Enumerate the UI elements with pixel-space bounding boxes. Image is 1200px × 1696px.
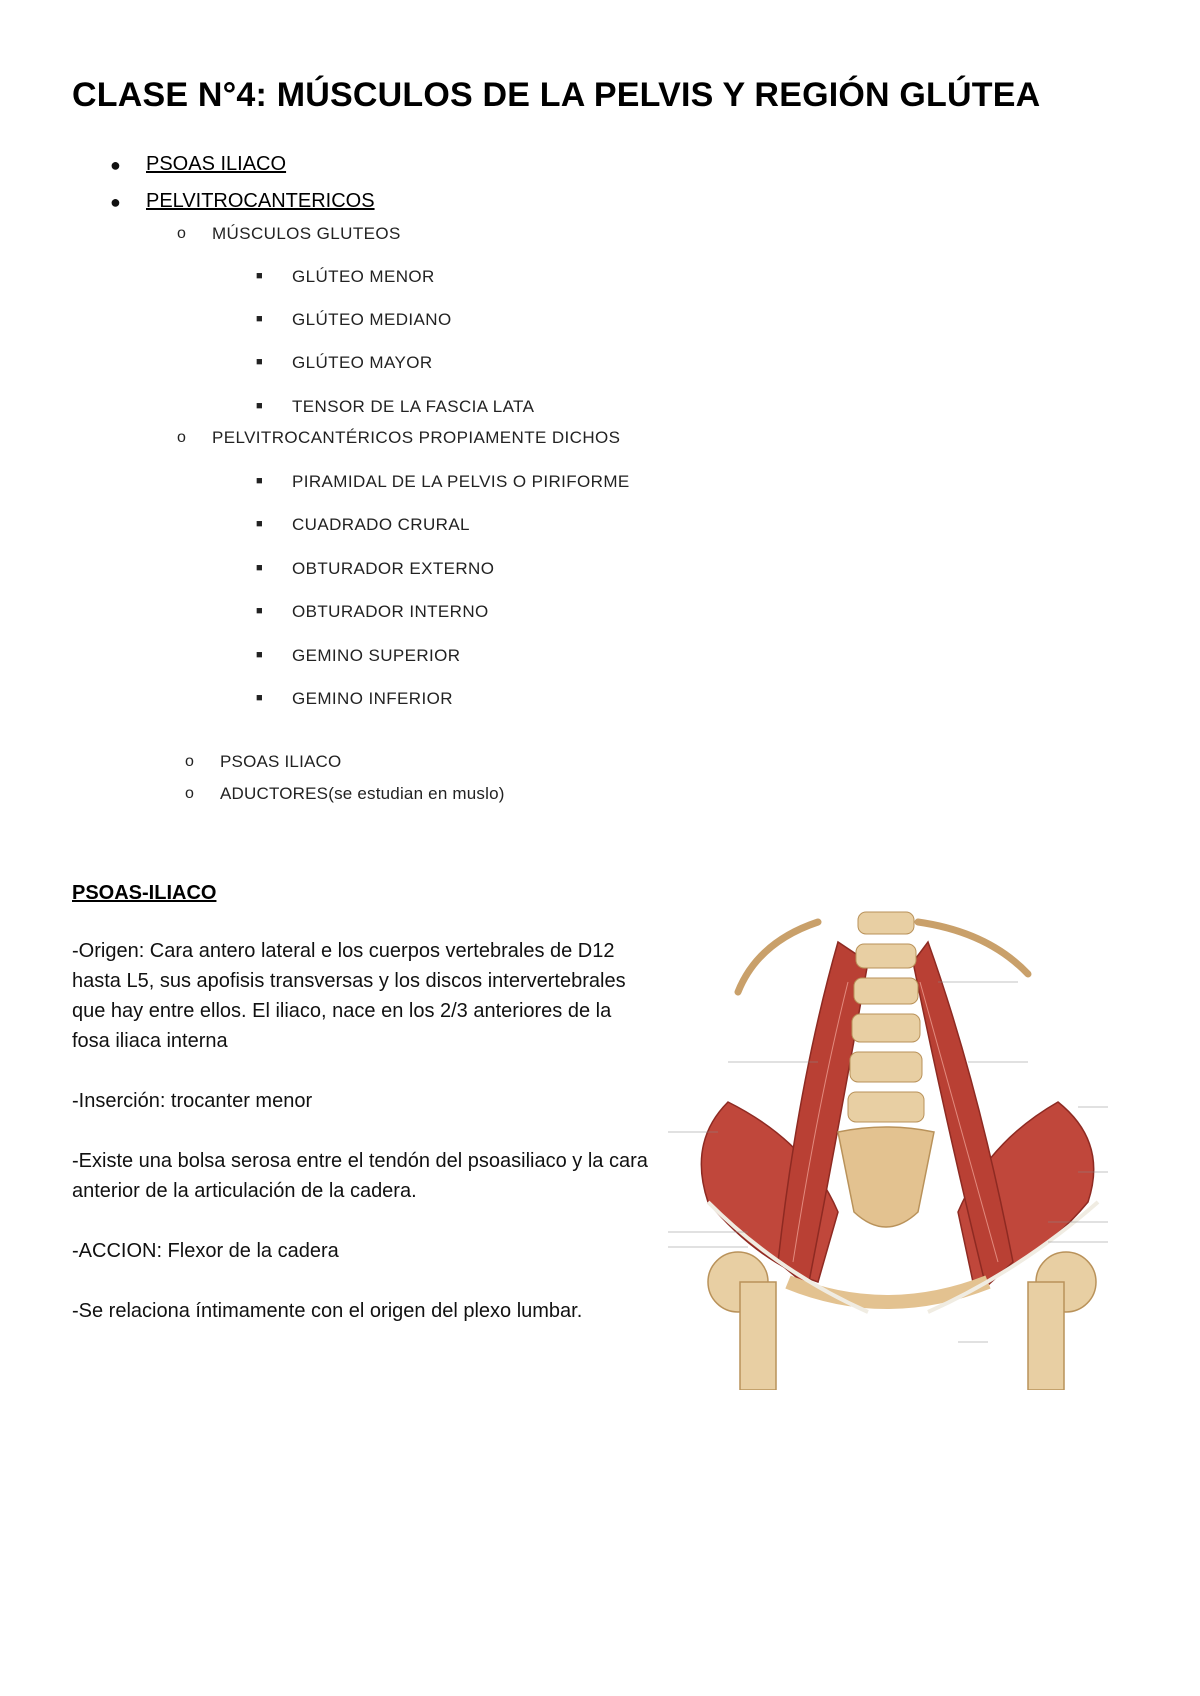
- femur-left: [708, 1252, 776, 1390]
- bullet-square: ■: [256, 400, 263, 412]
- outline-leaf-piramidal: PIRAMIDAL DE LA PELVIS O PIRIFORME: [292, 472, 630, 491]
- bullet-square: ■: [256, 356, 263, 368]
- bullet-circle: o: [177, 429, 186, 446]
- page-title: CLASE N°4: MÚSCULOS DE LA PELVIS Y REGIÓN GLÚTEA: [72, 76, 1041, 114]
- outline-leaf-gluteo-menor: GLÚTEO MENOR: [292, 267, 435, 286]
- outline-leaf-gluteo-mediano: GLÚTEO MEDIANO: [292, 310, 452, 329]
- bullet-dot: ●: [110, 155, 121, 175]
- rib-left: [738, 922, 818, 992]
- outline-leaf-gemino-inferior: GEMINO INFERIOR: [292, 689, 453, 708]
- outline-item-psoas-iliaco: PSOAS ILIACO: [146, 153, 287, 175]
- outline-leaf-obturador-externo: OBTURADOR EXTERNO: [292, 559, 495, 578]
- bullet-square: ■: [256, 270, 263, 282]
- outline-leaf-tensor-fascia-lata: TENSOR DE LA FASCIA LATA: [292, 397, 535, 416]
- paragraph-insercion: -Inserción: trocanter menor: [72, 1090, 313, 1112]
- bullet-circle: o: [177, 225, 186, 242]
- bullet-square: ■: [256, 475, 263, 487]
- bullet-square: ■: [256, 313, 263, 325]
- bullet-dot: ●: [110, 192, 121, 212]
- paragraph-bolsa-serosa: -Existe una bolsa serosa entre el tendón del psoasiliaco y la cara anterior de la articulación de la cadera.: [72, 1150, 648, 1202]
- sacrum: [838, 1127, 934, 1227]
- bullet-square: ■: [256, 605, 263, 617]
- bullet-square: ■: [256, 518, 263, 530]
- paragraph-origen: -Origen: Cara antero lateral e los cuerpos vertebrales de D12 hasta L5, sus apofisis transversas y los discos intervertebrales que hay entre ellos. El iliaco, nace en los 2/3 anteriores de la fosa iliaca interna: [72, 940, 626, 1052]
- outline-leaf-gemino-superior: GEMINO SUPERIOR: [292, 646, 461, 665]
- outline-leaf-obturador-interno: OBTURADOR INTERNO: [292, 602, 489, 621]
- psoas-iliaco-anatomy-illustration: [668, 882, 1136, 1390]
- outline-item-pelvitrocantericos: PELVITROCANTERICOS: [146, 190, 375, 212]
- lumbar-vertebrae: [848, 912, 924, 1122]
- femur-right: [1028, 1252, 1096, 1390]
- section-title: PSOAS-ILIACO: [72, 882, 217, 904]
- outline-sub-aductores: ADUCTORES(se estudian en muslo): [220, 784, 505, 803]
- bullet-square: ■: [256, 692, 263, 704]
- paragraph-plexo-lumbar: -Se relaciona íntimamente con el origen del plexo lumbar.: [72, 1300, 583, 1322]
- outline-sub-pelvitrocantericos-propios: PELVITROCANTÉRICOS PROPIAMENTE DICHOS: [212, 428, 621, 447]
- bullet-circle: o: [185, 753, 194, 770]
- paragraph-accion: -ACCION: Flexor de la cadera: [72, 1240, 339, 1262]
- bullet-square: ■: [256, 562, 263, 574]
- outline-leaf-cuadrado-crural: CUADRADO CRURAL: [292, 515, 470, 534]
- outline-leaf-gluteo-mayor: GLÚTEO MAYOR: [292, 353, 433, 372]
- outline-sub-musculos-gluteos: MÚSCULOS GLUTEOS: [212, 224, 401, 243]
- bullet-square: ■: [256, 649, 263, 661]
- bullet-circle: o: [185, 785, 194, 802]
- outline-sub-psoas-iliaco: PSOAS ILIACO: [220, 752, 342, 771]
